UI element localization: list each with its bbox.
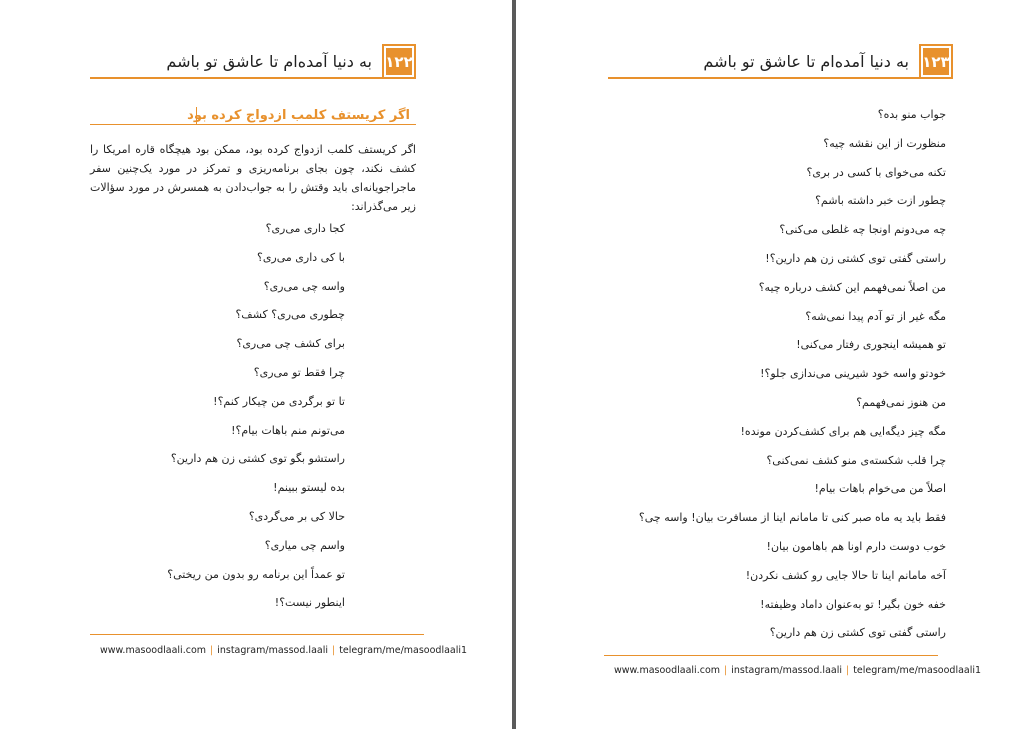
text-line: بده لیستو ببینم! (273, 481, 345, 495)
right-page (516, 0, 1025, 729)
text-line: چطور ازت خبر داشته باشم؟ (815, 194, 946, 208)
text-line: جواب منو بده؟ (877, 108, 946, 121)
section-title: اگر کریستف کلمب ازدواج کرده بود (196, 107, 416, 125)
text-line: واسم چی میاری؟ (264, 538, 345, 552)
text-line: با کی داری می‌ری؟ (256, 250, 345, 264)
text-line: منظورت از این نقشه چیه؟ (823, 136, 946, 150)
right-page-footer (614, 665, 981, 676)
footer-telegram: telegram/me/masoodlaali1 (853, 665, 982, 676)
right-page-header (608, 44, 953, 79)
text-line: خودتو واسه خود شیرینی می‌ندازی جلو؟! (760, 367, 946, 381)
text-line: خفه خون بگیر! تو به‌عنوان داماد وظیفته! (760, 597, 946, 611)
page-number: ۱۲۳ (923, 48, 949, 75)
page-number-box (382, 44, 416, 77)
text-line: راستشو بگو توی کشتی زن هم دارین؟ (170, 452, 345, 466)
text-line: راستی گفتی توی کشتی زن هم دارین؟! (765, 252, 946, 265)
footer-telegram: telegram/me/masoodlaali1 (339, 645, 468, 656)
footer-instagram: instagram/massod.laali (731, 665, 842, 676)
text-line: من هنوز نمی‌فهمم؟ (856, 396, 946, 409)
text-line: من اصلاً نمی‌فهمم این کشف درباره چیه؟ (758, 280, 946, 294)
text-line: آخه مامانم اینا تا حالا جایی رو کشف نکردن! (745, 568, 946, 582)
footer-separator: | (332, 645, 336, 656)
footer-website: www.masoodlaali.com (100, 645, 207, 656)
text-line: حالا کی بر می‌گردی؟ (248, 510, 345, 523)
left-page-lines (90, 222, 345, 622)
text-line: اینطور نیست؟! (274, 596, 345, 610)
page-number: ۱۲۲ (386, 48, 412, 75)
footer-separator: | (846, 665, 850, 676)
text-line: فقط باید یه ماه صبر کنی تا مامانم اینا از مسافرت بیان! واسه چی؟ (638, 511, 946, 525)
text-line: تو همیشه اینجوری رفتار می‌کنی! (796, 338, 946, 352)
right-page-lines (616, 108, 946, 648)
text-line: چرا قلب شکسته‌ی منو کشف نمی‌کنی؟ (766, 453, 946, 467)
text-line: واسه چی می‌ری؟ (263, 279, 345, 293)
text-line: کجا داری می‌ری؟ (265, 222, 345, 235)
footer-divider (90, 634, 424, 635)
text-line: خوب دوست دارم اونا هم باهامون بیان! (766, 540, 946, 553)
left-page-header (90, 44, 416, 79)
text-line: تا تو برگردی من چیکار کنم؟! (213, 394, 345, 408)
section-title-underline (90, 124, 196, 125)
text-line: تکنه می‌خوای با کسی در بری؟ (806, 165, 946, 179)
text-line: چرا فقط تو می‌ری؟ (253, 366, 345, 379)
text-line: اصلاً من می‌خوام باهات بیام! (814, 482, 946, 496)
text-line: چه می‌دونم اونجا چه غلطی می‌کنی؟ (779, 223, 946, 237)
text-line: برای کشف چی می‌ری؟ (236, 337, 345, 351)
page-number-box (919, 44, 953, 77)
footer-separator: | (724, 665, 728, 676)
footer-separator: | (210, 645, 214, 656)
text-line: چطوری می‌ری؟ کشف؟ (235, 308, 345, 322)
intro-paragraph: اگر کریستف کلمب ازدواج کرده بود، ممکن بود هیچگاه قاره امریکا را کشف نکند، چون بجای برنامه‌ریزی و تمرکز در مورد یک‌چنین سفر ماجراجویانه‌ای باید وقتش را به جواب‌دادن به همسرش در مورد سؤالات زیر می‌گذراند: (90, 143, 416, 213)
footer-divider (604, 655, 938, 656)
text-line: مگه غیر از تو آدم پیدا نمی‌شه؟ (805, 309, 946, 323)
text-line: می‌تونم منم باهات بیام؟! (231, 423, 345, 437)
book-title: به دنیا آمده‌ام تا عاشق تو باشم (166, 52, 372, 71)
text-line: تو عمداً این برنامه رو بدون من ریختی؟ (167, 567, 345, 581)
left-page (0, 0, 512, 729)
text-line: مگه چیز دیگه‌ایی هم برای کشف‌کردن مونده! (740, 424, 946, 438)
book-title: به دنیا آمده‌ام تا عاشق تو باشم (703, 52, 909, 71)
footer-website: www.masoodlaali.com (614, 665, 721, 676)
left-page-footer (100, 645, 467, 656)
text-line: راستی گفتی توی کشتی زن هم دارین؟ (769, 626, 946, 640)
footer-instagram: instagram/massod.laali (217, 645, 328, 656)
